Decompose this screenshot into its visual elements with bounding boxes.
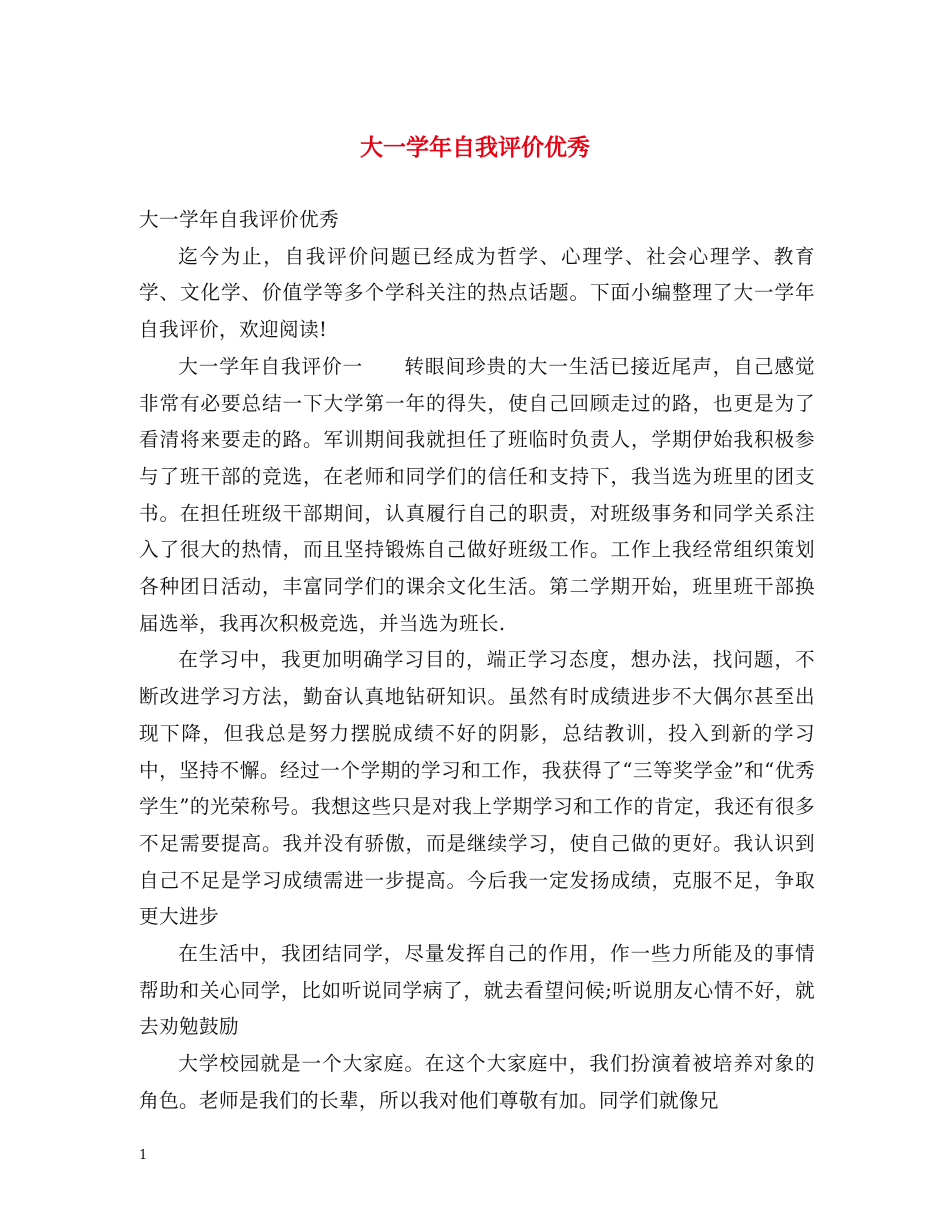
paragraph-life: 在生活中，我团结同学，尽量发挥自己的作用，作一些力所能及的事情帮助和关心同学，比如听说同学病了，就去看望问候;听说朋友心情不好，就去劝勉鼓励 — [139, 942, 815, 1039]
paragraph-intro: 迄今为止，自我评价问题已经成为哲学、心理学、社会心理学、教育学、文化学、价值学等多个学科关注的热点话题。下面小编整理了大一学年自我评价，欢迎阅读! — [139, 244, 815, 342]
paragraph-evaluation-one: 大一学年自我评价一 转眼间珍贵的大一生活已接近尾声，自己感觉非常有必要总结一下大学第一年的得失，使自己回顾走过的路，也更是为了看清将来要走的路。军训期间我就担任了班临时负责人，学期伊始我积极参与了班干部的竞选，在老师和同学们的信任和支持下，我当选为班里的团支书。在担任班级干部期间，认真履行自己的职责，对班级事务和同学关系注入了很大的热情，而且坚持锻炼自己做好班级工作。工作上我经常组织策划各种团日活动，丰富同学们的课余文化生活。第二学期开始，班里班干部换届选举，我再次积极竞选，并当选为班长. — [139, 354, 815, 635]
page-number: 1 — [139, 1148, 148, 1163]
paragraph-campus: 大学校园就是一个大家庭。在这个大家庭中，我们扮演着被培养对象的角色。老师是我们的长辈，所以我对他们尊敬有加。同学们就像兄 — [139, 1052, 815, 1112]
document-subtitle: 大一学年自我评价优秀 — [139, 208, 339, 231]
document-body — [139, 202, 815, 1120]
paragraph-study: 在学习中，我更加明确学习目的，端正学习态度，想办法，找问题，不断改进学习方法，勤奋认真地钻研知识。虽然有时成绩进步不大偶尔甚至出现下降，但我总是努力摆脱成绩不好的阴影，总结教训，投入到新的学习中，坚持不懈。经过一个学期的学习和工作，我获得了“三等奖学金”和“优秀学生”的光荣称号。我想这些只是对我上学期学习和工作的肯定，我还有很多不足需要提高。我并没有骄傲，而是继续学习，使自己做的更好。我认识到自己不足是学习成绩需进一步提高。今后我一定发扬成绩，克服不足，争取更大进步 — [139, 648, 815, 929]
document-title: 大一学年自我评价优秀 — [360, 134, 590, 161]
